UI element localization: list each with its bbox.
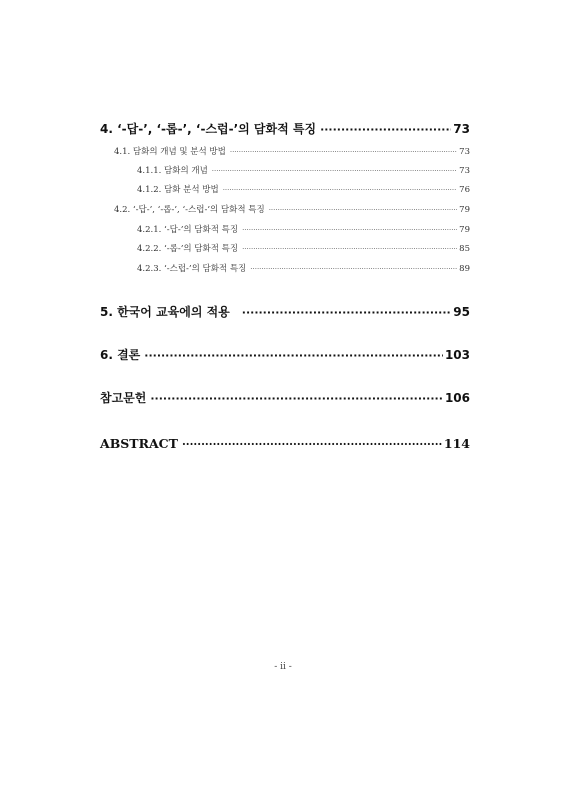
toc-leader-dots [223, 186, 457, 194]
toc-entry-page: 73 [459, 166, 470, 176]
toc-entry-chapter-4[interactable] [100, 120, 470, 137]
page-number-footer: - ii - [274, 662, 292, 672]
toc-leader-dots [144, 349, 443, 362]
toc-entry-section-4-2-3[interactable] [137, 262, 470, 274]
toc-leader-dots [242, 306, 452, 319]
toc-entry-title: 4.1.2. 담화 분석 방법 [137, 185, 219, 195]
toc-entry-chapter-5[interactable] [100, 303, 470, 320]
toc-entry-title: 4.2.1. ‘-답-’의 담화적 특징 [137, 225, 239, 235]
toc-leader-dots [150, 392, 443, 405]
toc-entry-page: 79 [459, 225, 470, 235]
toc-entry-references[interactable] [100, 389, 470, 406]
toc-entry-section-4-1-2[interactable] [137, 183, 470, 195]
toc-leader-dots [182, 438, 442, 451]
toc-leader-dots [250, 265, 457, 273]
toc-entry-title: 참고문헌 [100, 391, 147, 405]
toc-entry-title: ABSTRACT [100, 436, 178, 451]
toc-entry-section-4-2-1[interactable] [137, 223, 470, 235]
toc-entry-page: 103 [444, 348, 470, 362]
toc-entry-page: 114 [443, 436, 470, 451]
toc-entry-title: 4.1.1. 담화의 개념 [137, 166, 208, 176]
toc-leader-dots [212, 167, 457, 175]
toc-entry-chapter-6[interactable] [100, 346, 470, 363]
toc-leader-dots [242, 245, 457, 253]
toc-entry-section-4-2-2[interactable] [137, 242, 470, 254]
toc-leader-dots [230, 148, 457, 156]
toc-entry-page: 79 [459, 205, 470, 215]
toc-entry-page: 73 [459, 147, 470, 157]
toc-leader-dots [269, 206, 457, 214]
toc-entry-title: 4.1. 담화의 개념 및 분석 방법 [114, 147, 226, 157]
toc-entry-section-4-1-1[interactable] [137, 164, 470, 176]
toc-entry-title: 4. ‘-답-’, ‘-롭-’, ‘-스럽-’의 담화적 특징 [100, 122, 317, 136]
toc-entry-page: 85 [459, 244, 470, 254]
toc-entry-section-4-1[interactable] [114, 145, 470, 157]
toc-leader-dots [242, 226, 457, 234]
toc-entry-section-4-2[interactable] [114, 203, 470, 215]
toc-entry-abstract[interactable] [100, 436, 470, 451]
toc-entry-title: 4.2.3. ‘-스럽-’의 담화적 특징 [137, 264, 247, 274]
toc-entry-page: 89 [459, 264, 470, 274]
toc-leader-dots [320, 123, 451, 136]
toc-entry-title: 4.2. ‘-답-’, ‘-롭-’, ‘-스럽-’의 담화적 특징 [114, 205, 265, 215]
toc-entry-page: 95 [453, 305, 470, 319]
toc-entry-page: 106 [444, 391, 470, 405]
toc-entry-title: 5. 한국어 교육에의 적용 [100, 305, 230, 319]
toc-entry-page: 76 [459, 185, 470, 195]
toc-entry-title: 6. 결론 [100, 348, 141, 362]
toc-entry-page: 73 [453, 122, 470, 136]
toc-entry-title: 4.2.2. ‘-롭-’의 담화적 특징 [137, 244, 239, 254]
